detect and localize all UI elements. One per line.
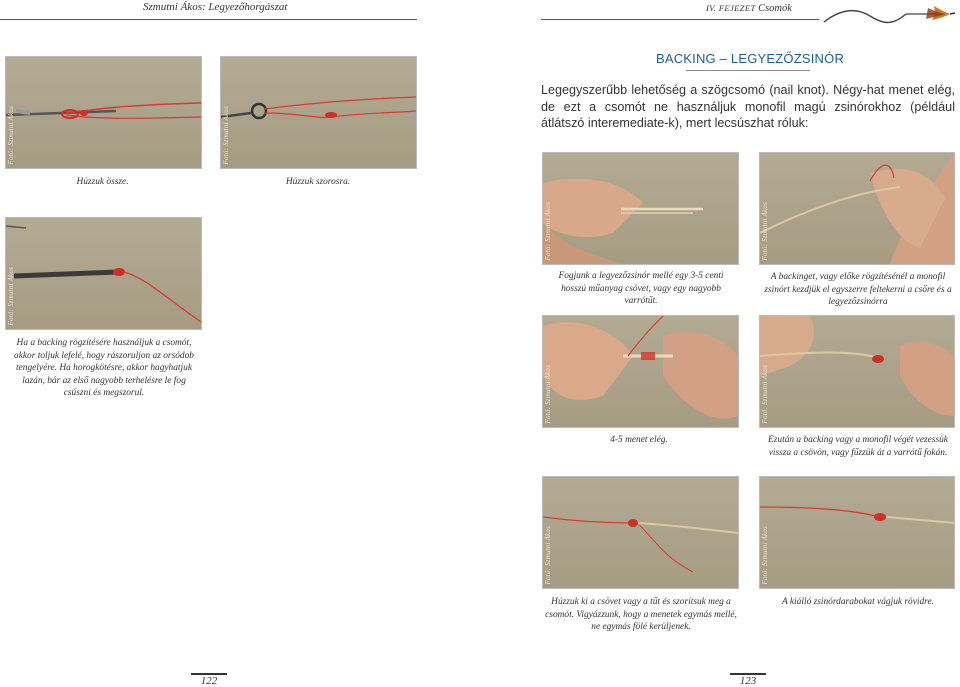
- photo-illustration: [760, 316, 954, 427]
- photo-illustration: [6, 218, 201, 329]
- photo-pull-tight: [220, 56, 417, 169]
- caption-7: Ezután a backing vagy a monofil végét vezessük vissza a csövön, vagy fűzzük át a varrótű fokán.: [768, 435, 948, 458]
- caption-5: A backinget, vagy előke rögzítésénél a monofil zsinórt kezdjük el egyszerre feltekerni a csőre és a legyezőzsinórra: [764, 272, 952, 308]
- right-header-rule: [541, 19, 819, 20]
- caption-2: Húzzuk szorosra.: [285, 177, 351, 187]
- right-running-header: [706, 3, 792, 14]
- photo-credit: Fotó: Szmutni Ákos: [761, 201, 769, 260]
- photo-pull-together: [5, 56, 202, 169]
- photo-illustration: [760, 153, 954, 264]
- caption-9: A kiálló zsinórdarabokat vágjuk rövidre.: [782, 597, 934, 607]
- photo-credit: Fotó: Szmutni Ákos: [761, 525, 769, 584]
- caption-8: Húzzuk ki a csövet vagy a tűt és szorítsuk meg a csomót. Vigyázzunk, hogy a menetek egymás mellé, ne egymás fölé kerüljenek.: [545, 597, 737, 633]
- caption-1: Húzzuk össze.: [76, 177, 129, 187]
- caption-4: Fogjunk a legyezőzsinór mellé egy 3-5 centi hosszú műanyag csövet, vagy egy nagyobb varrótűt.: [558, 271, 724, 307]
- photo-illustration: [760, 477, 954, 588]
- photo-illustration: [221, 57, 416, 168]
- fly-lure-icon: [822, 2, 958, 28]
- photo-thread-back: [759, 315, 955, 428]
- photo-backing-use: [5, 217, 202, 330]
- photo-illustration: [543, 316, 738, 427]
- photo-credit: Fotó: Szmutni Ákos: [761, 364, 769, 423]
- photo-illustration: [6, 57, 201, 168]
- photo-turns: [542, 315, 739, 428]
- photo-start-wrapping: [759, 152, 955, 265]
- left-page-number: 122: [200, 675, 218, 687]
- photo-tube-alongside: [542, 152, 739, 265]
- photo-credit: Fotó: Szmutni Ákos: [544, 364, 552, 423]
- left-header-rule: [0, 19, 417, 20]
- left-running-header: Szmutni Ákos: Legyezőhorgászat: [143, 1, 288, 13]
- right-page-number: 123: [739, 675, 757, 687]
- section-title: BACKING – LEGYEZŐZSINÓR: [655, 51, 845, 66]
- caption-3: Ha a backing rögzítésére használjuk a csomót, akkor toljuk lefelé, hogy rászoruljon az orsódob tengelyére. Ha horogkötésre, akkor hagyhatjuk lazán, bár az első nagyobb terhelésre le fog csúszni és megszorul.: [14, 338, 194, 399]
- photo-credit: Fotó: Szmutni Ákos: [544, 201, 552, 260]
- title-underline: [686, 70, 810, 71]
- chapter-name: Csomók: [758, 3, 792, 14]
- photo-trim: [759, 476, 955, 589]
- photo-credit: Fotó: Szmutni Ákos: [544, 525, 552, 584]
- photo-credit: Fotó: Szmutni Ákos: [222, 105, 230, 164]
- photo-illustration: [543, 477, 738, 588]
- photo-credit: Fotó: Szmutni Ákos: [7, 105, 15, 164]
- photo-illustration: [543, 153, 738, 264]
- photo-remove-tube: [542, 476, 739, 589]
- photo-credit: Fotó: Szmutni Ákos: [7, 266, 15, 325]
- chapter-prefix: IV. FEJEZET: [706, 3, 756, 13]
- intro-paragraph: Legegyszerűbb lehetőség a szögcsomó (nail knot). Négy-hat menet elég, de ezt a csomót ne használjuk monofil magú zsinórokhoz (például átlátszó interemediate-k), mert lecsúszhat róluk:: [541, 83, 955, 131]
- caption-6: 4-5 menet elég.: [610, 435, 668, 445]
